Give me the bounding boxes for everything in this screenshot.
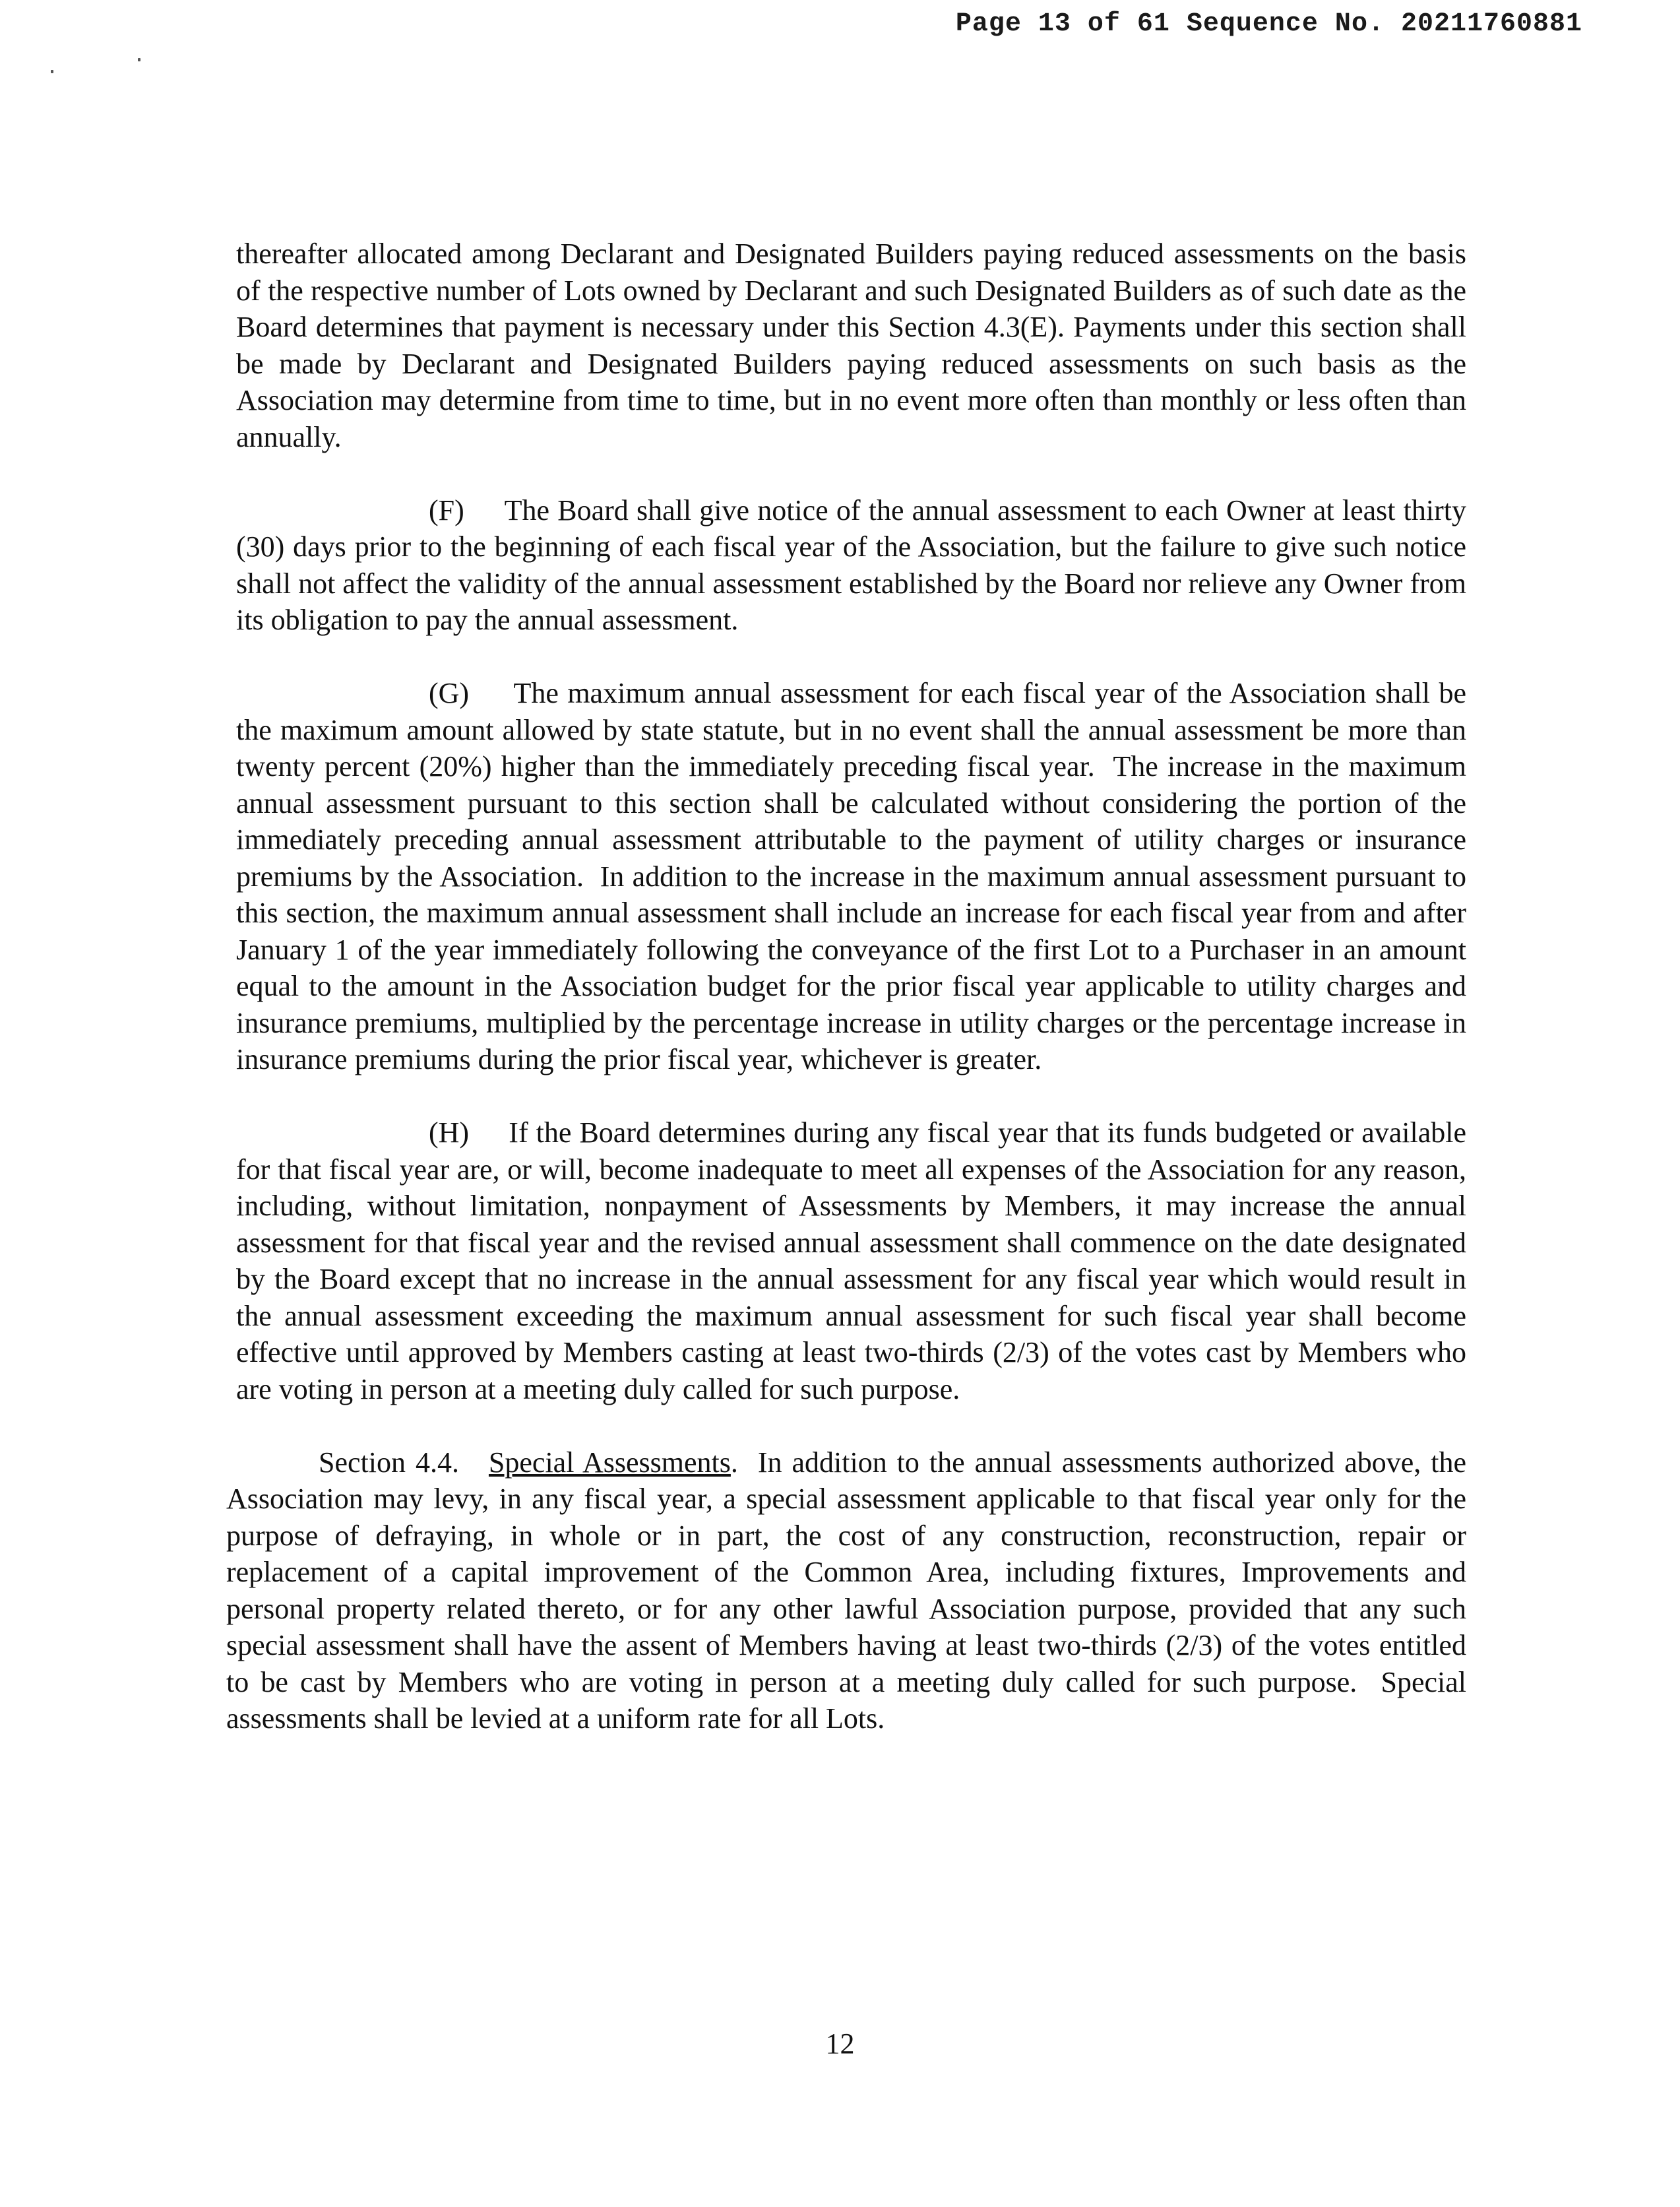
scan-speck [138,58,140,61]
page-number: 12 [825,2028,855,2060]
document-body [226,236,1466,1774]
paragraph-continuation: thereafter allocated among Declarant and Designated Builders paying reduced assessments on the basis of the respective number of Lots owned by Declarant and such Designated Builders as of such date as the Board determines that payment is necessary under this Section 4.3(E). Payments under this section shall be made by Declarant and Designated Builders paying reduced assessments on such basis as the Association may determine from time to time, but in no event more often than monthly or less often than annually. [236,238,1466,453]
section-title: Special Assessments [488,1446,731,1479]
paragraph-g: (G) The maximum annual assessment for each fiscal year of the Association shall be the maximum amount allowed by state statute, but in no event shall the annual assessment be more than twenty percent (20%) higher than the immediately preceding fiscal year. The increase in the maximum annual assessment pursuant to this section shall be calculated without considering the portion of the immediately preceding annual assessment attributable to the payment of utility charges or insurance premiums by the Association. In addition to the increase in the maximum annual assessment pursuant to this section, the maximum annual assessment shall include an increase for each fiscal year from and after January 1 of the year immediately following the conveyance of the first Lot to a Purchaser in an amount equal to the amount in the Association budget for the prior fiscal year applicable to utility charges and insurance premiums, multiplied by the percentage increase in utility charges or the percentage increase in insurance premiums during the prior fiscal year, whichever is greater. [236,677,1466,1075]
page-sequence-header: Page 13 of 61 Sequence No. 20211760881 [955,9,1582,39]
section-body: . In addition to the annual assessments authorized above, the Association may levy, in any fiscal year, a special assessment applicable to that fiscal year only for the purpose of defraying, in whole or in part, the cost of any construction, reconstruction, repair or replacement of a capital improvement of the Common Area, including fixtures, Improvements and personal property related thereto, or for any other lawful Association purpose, provided that any such special assessment shall have the assent of Members having at least two-thirds (2/3) of the votes entitled to be cast by Members who are voting in person at a meeting duly called for such purpose. Special assessments shall be levied at a uniform rate for all Lots. [226,1446,1466,1735]
section-4-4-paragraph [226,1444,1466,1737]
section-label: Section 4.4. [319,1446,489,1479]
scan-speck [51,70,53,73]
paragraph-h: (H) If the Board determines during any fiscal year that its funds budgeted or available for that fiscal year are, or will, become inadequate to meet all expenses of the Association for any reason, including, without limitation, nonpayment of Assessments by Members, it may increase the annual assessment for that fiscal year and the revised annual assessment shall commence on the date designated by the Board except that no increase in the annual assessment for any fiscal year which would result in the annual assessment exceeding the maximum annual assessment for such fiscal year shall become effective until approved by Members casting at least two-thirds (2/3) of the votes cast by Members who are voting in person at a meeting duly called for such purpose. [236,1116,1466,1405]
paragraph-f: (F) The Board shall give notice of the annual assessment to each Owner at least thirty (30) days prior to the beginning of each fiscal year of the Association, but the failure to give such notice shall not affect the validity of the annual assessment established by the Board nor relieve any Owner from its obligation to pay the annual assessment. [236,494,1466,636]
